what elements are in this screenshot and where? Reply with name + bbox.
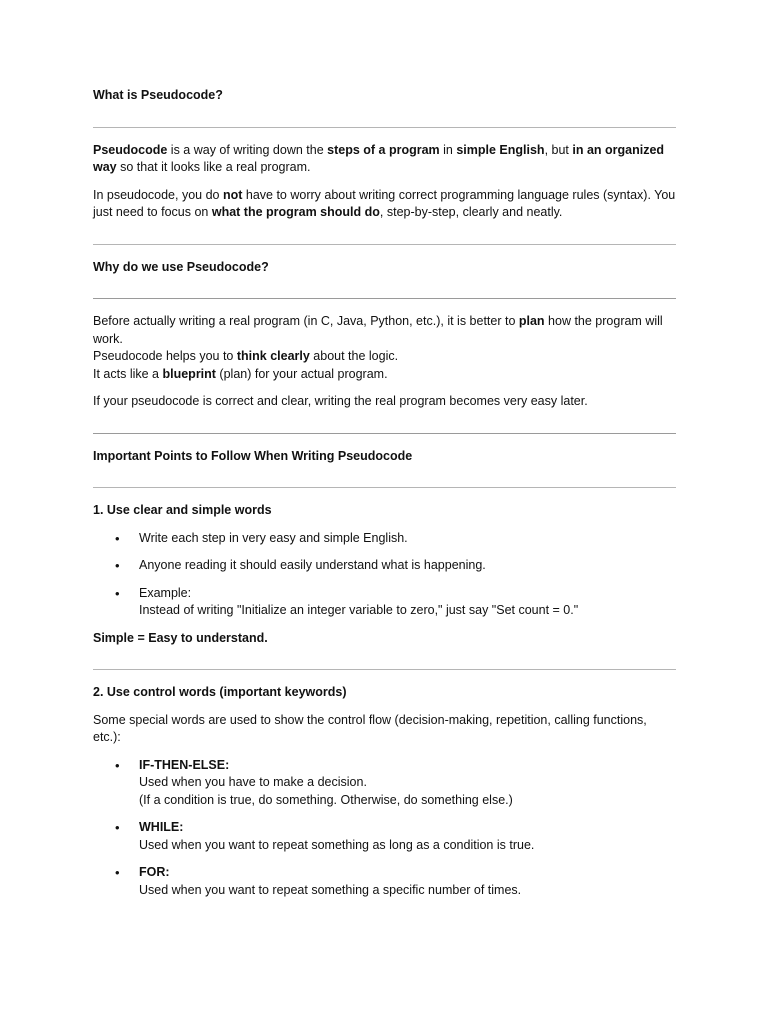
text-run: , step-by-step, clearly and neatly. xyxy=(379,205,563,219)
text-run: In pseudocode, you do xyxy=(93,187,223,202)
list-item: • Anyone reading it should easily understand what is happening. xyxy=(93,557,676,575)
summary-simple: Simple = Easy to understand. xyxy=(93,630,268,645)
text-run: , but xyxy=(544,142,573,157)
divider xyxy=(93,487,676,488)
keyword-description: Used when you want to repeat something as long as a condition is true. xyxy=(139,837,535,852)
text-run: about the logic. xyxy=(309,349,399,363)
bold-text-run: not xyxy=(222,187,243,202)
text-run: have to worry about writing correct programming language rules (syntax). You just need to focus on xyxy=(93,187,676,219)
list-item: • Write each step in very easy and simple English. xyxy=(93,530,676,548)
bold-text-run: in an organized way xyxy=(93,142,665,174)
text-run: so that it looks like a real program. xyxy=(116,160,311,174)
divider xyxy=(93,298,676,299)
keyword-description: Used when you have to make a decision. xyxy=(139,775,367,789)
text-run: Before actually writing a real program (in C, Java, Python, etc.), it is better to xyxy=(93,314,519,328)
keyword-description: Used when you want to repeat something a specific number of times. xyxy=(139,882,522,897)
bold-text-run: what the program should do xyxy=(211,205,380,219)
list-item xyxy=(93,757,676,810)
divider xyxy=(93,669,676,670)
text-run: how the program will work. xyxy=(93,314,663,346)
bullet-list-control-words xyxy=(93,757,676,900)
list-item xyxy=(93,864,676,899)
keyword-description: (If a condition is true, do something. Otherwise, do something else.) xyxy=(139,792,513,807)
divider xyxy=(93,127,676,128)
bold-text-run: Pseudocode xyxy=(93,142,168,157)
list-item xyxy=(93,819,676,854)
section-heading-important-points: Important Points to Follow When Writing Pseudocode xyxy=(93,448,413,463)
line-blueprint xyxy=(93,366,676,384)
section-heading-what-is-pseudocode: What is Pseudocode? xyxy=(93,88,223,102)
bold-text-run: think clearly xyxy=(236,349,310,363)
paragraph-control-intro: Some special words are used to show the control flow (decision-making, repetition, calling functions, etc.): xyxy=(93,712,647,744)
bold-text-run: steps of a program xyxy=(327,142,440,157)
paragraph-why-plan xyxy=(93,313,676,383)
bullet-list-clear-words xyxy=(93,530,676,620)
example-text: Instead of writing "Initialize an integer variable to zero," just say "Set count = 0." xyxy=(139,603,579,617)
text-run: (plan) for your actual program. xyxy=(215,366,388,381)
text-run: Pseudocode helps you to xyxy=(93,349,237,363)
example-label: • Example: xyxy=(139,585,192,600)
divider xyxy=(93,244,676,245)
line-think-clearly xyxy=(93,348,676,366)
bold-text-run: blueprint xyxy=(162,366,216,381)
line-plan xyxy=(93,313,676,348)
section-heading-why-use-pseudocode: Why do we use Pseudocode? xyxy=(93,259,269,274)
point-heading-clear-words: 1. Use clear and simple words xyxy=(93,503,272,517)
divider xyxy=(93,433,676,434)
keyword-if-then-else: • IF-THEN-ELSE: xyxy=(139,757,230,772)
point-heading-control-words: 2. Use control words (important keywords) xyxy=(93,685,347,699)
text-run: is a way of writing down the xyxy=(167,142,328,157)
bold-text-run: plan xyxy=(518,314,545,328)
text-run: in xyxy=(439,142,457,157)
paragraph-definition xyxy=(93,142,676,177)
keyword-while: • WHILE: xyxy=(139,820,184,834)
keyword-for: • FOR: xyxy=(139,865,170,879)
text-run: It acts like a xyxy=(93,366,163,381)
bold-text-run: simple English xyxy=(456,142,545,157)
paragraph-correct-clear: If your pseudocode is correct and clear, writing the real program becomes very easy later. xyxy=(93,394,588,408)
paragraph-syntax xyxy=(93,187,676,222)
list-item xyxy=(93,585,676,620)
